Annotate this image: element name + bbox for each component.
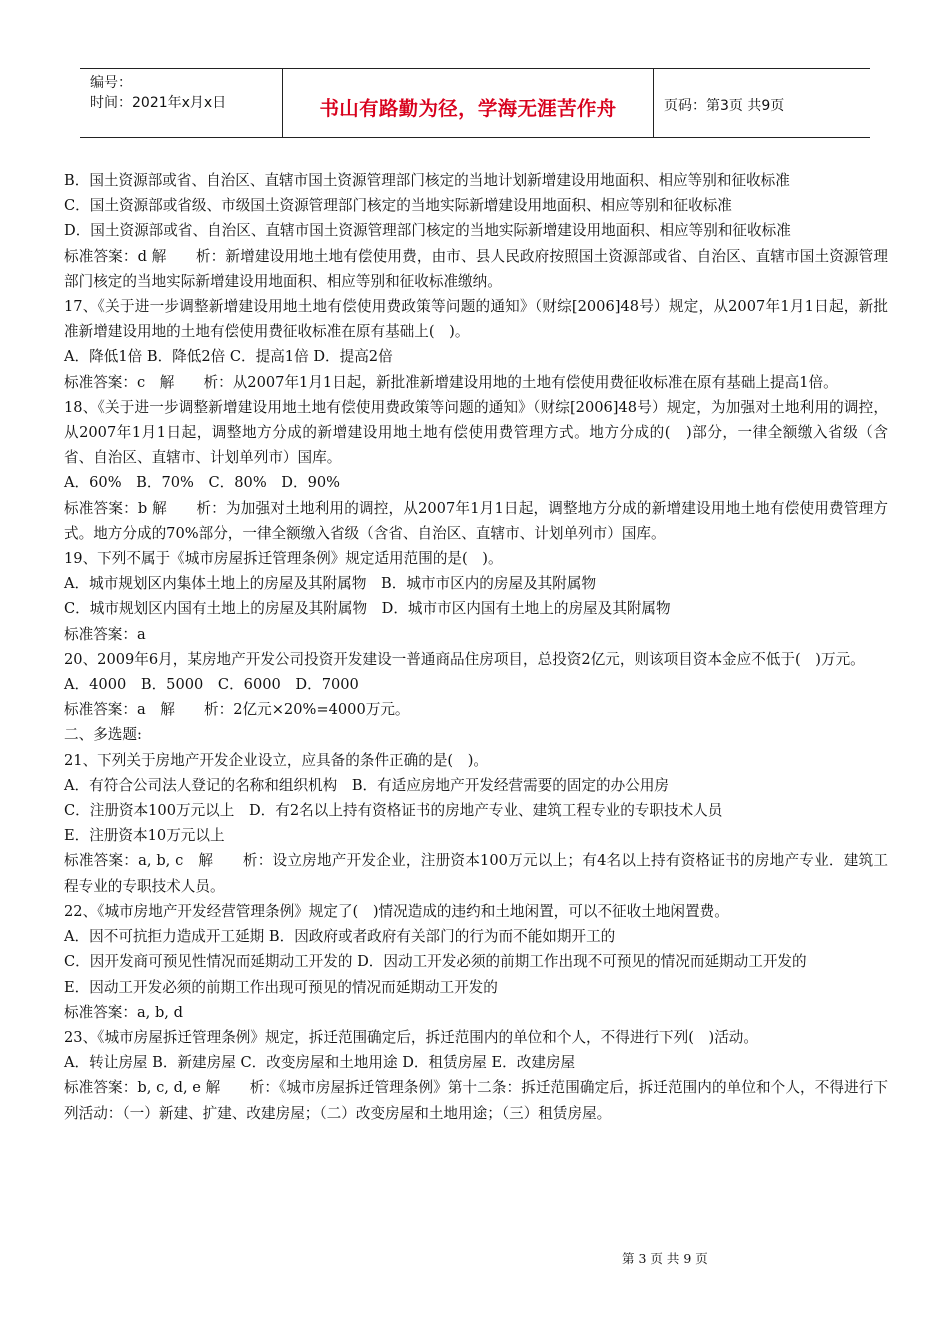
paragraph: A．有符合公司法人登记的名称和组织机构 B．有适应房地产开发经营需要的固定的办公用房: [64, 776, 670, 794]
paragraph: A．因不可抗拒力造成开工延期 B．因政府或者政府有关部门的行为而不能如期开工的: [64, 928, 616, 946]
paragraph: C．国土资源部或省级、市级国土资源管理部门核定的当地实际新增建设用地面积、相应等别和征收标准: [64, 197, 732, 215]
paragraph: A．城市规划区内集体土地上的房屋及其附属物 B．城市市区内的房屋及其附属物: [64, 575, 597, 593]
header-page-cell: [654, 69, 870, 137]
page-label: 页码：第3页 共9页: [664, 98, 785, 114]
paragraph: 标准答案：a: [64, 625, 146, 643]
paragraph: 22、《城市房地产开发经营管理条例》规定了( )情况造成的违约和土地闲置，可以不征收土地闲置费。: [64, 902, 729, 920]
paragraph: 标准答案：b, c, d, e 解 析：《城市房屋拆迁管理条例》第十二条：拆迁范围确定后，拆迁范围内的单位和个人，不得进行下列活动：（一）新建、扩建、改建房屋；（二）改变房屋和土地用途；（三）租赁房屋。: [64, 1079, 888, 1122]
paragraph: 标准答案：a, b, d: [64, 1003, 183, 1021]
paragraph: B．国土资源部或省、自治区、直辖市国土资源管理部门核定的当地计划新增建设用地面积、相应等别和征收标准: [64, 172, 790, 189]
section-heading: 二、多选题:: [64, 726, 142, 744]
motto: 书山有路勤为径，学海无涯苦作舟: [319, 97, 617, 120]
page-footer: 第 3 页 共 9 页: [622, 1251, 708, 1266]
paragraph: 21、下列关于房地产开发企业设立，应具备的条件正确的是( )。: [64, 751, 488, 769]
paragraph: A．4000 B．5000 C．6000 D．7000: [64, 676, 359, 694]
header-motto-cell: [283, 69, 654, 137]
paragraph: 标准答案：c 解 析：从2007年1月1日起，新批准新增建设用地的土地有偿使用费征收标准在原有基础上提高1倍。: [64, 373, 838, 391]
page-header: [80, 68, 870, 138]
paragraph: 19、下列不属于《城市房屋拆迁管理条例》规定适用范围的是( )。: [64, 550, 503, 568]
paragraph: 标准答案：a, b, c 解 析：设立房地产开发企业，注册资本100万元以上；有4名以上持有资格证书的房地产专业．建筑工程专业的专职技术人员。: [64, 852, 888, 895]
serial-label: 编号：: [90, 75, 132, 91]
paragraph: A．60% B．70% C．80% D．90%: [64, 474, 341, 492]
paragraph: E．注册资本10万元以上: [64, 827, 225, 845]
paragraph: 20、2009年6月，某房地产开发公司投资开发建设一普通商品住房项目，总投资2亿元，则该项目资本金应不低于( )万元。: [64, 650, 865, 668]
paragraph: 标准答案：a 解 析：2亿元×20%=4000万元。: [64, 701, 410, 719]
paragraph: 标准答案：b 解 析：为加强对土地利用的调控，从2007年1月1日起，调整地方分成的新增建设用地土地有偿使用费管理方式。地方分成的70%部分，一律全额缴入省级（含省、自治区、直辖市、计划单列市）国库。: [64, 499, 888, 542]
paragraph: E．因动工开发必须的前期工作出现可预见的情况而延期动工开发的: [64, 978, 498, 996]
paragraph: 23、《城市房屋拆迁管理条例》规定，拆迁范围确定后，拆迁范围内的单位和个人，不得进行下列( )活动。: [64, 1028, 758, 1046]
paragraph: A．降低1倍 B．降低2倍 C．提高1倍 D．提高2倍: [64, 348, 393, 366]
paragraph: C．因开发商可预见性情况而延期动工开发的 D．因动工开发必须的前期工作出现不可预见的情况而延期动工开发的: [64, 953, 807, 971]
paragraph: C．注册资本100万元以上 D．有2名以上持有资格证书的房地产专业、建筑工程专业的专职技术人员: [64, 802, 723, 820]
paragraph: C．城市规划区内国有土地上的房屋及其附属物 D．城市市区内国有土地上的房屋及其附属物: [64, 600, 671, 618]
paragraph: 标准答案：d 解 析：新增建设用地土地有偿使用费，由市、县人民政府按照国土资源部或省、自治区、直辖市国土资源管理部门核定的当地实际新增建设用地面积、相应等别和征收标准缴纳。: [64, 247, 888, 290]
header-info-cell: [80, 69, 283, 137]
paragraph: A．转让房屋 B．新建房屋 C．改变房屋和土地用途 D．租赁房屋 E．改建房屋: [64, 1054, 576, 1072]
document-body: [64, 168, 888, 1126]
paragraph: 17、《关于进一步调整新增建设用地土地有偿使用费政策等问题的通知》（财综[2006]48号）规定，从2007年1月1日起，新批准新增建设用地的土地有偿使用费征收标准在原有基础上( )。: [64, 298, 888, 341]
paragraph: 18、《关于进一步调整新增建设用地土地有偿使用费政策等问题的通知》（财综[2006]48号）规定，为加强对土地利用的调控，从2007年1月1日起，调整地方分成的新增建设用地土地有偿使用费管理方式。地方分成的( )部分，一律全额缴入省级（含省、自治区、直辖市、计划单列市）国库。: [64, 398, 888, 467]
date-label: 时间：2021年x月x日: [90, 95, 227, 111]
paragraph: D．国土资源部或省、自治区、直辖市国土资源管理部门核定的当地实际新增建设用地面积、相应等别和征收标准: [64, 222, 791, 240]
